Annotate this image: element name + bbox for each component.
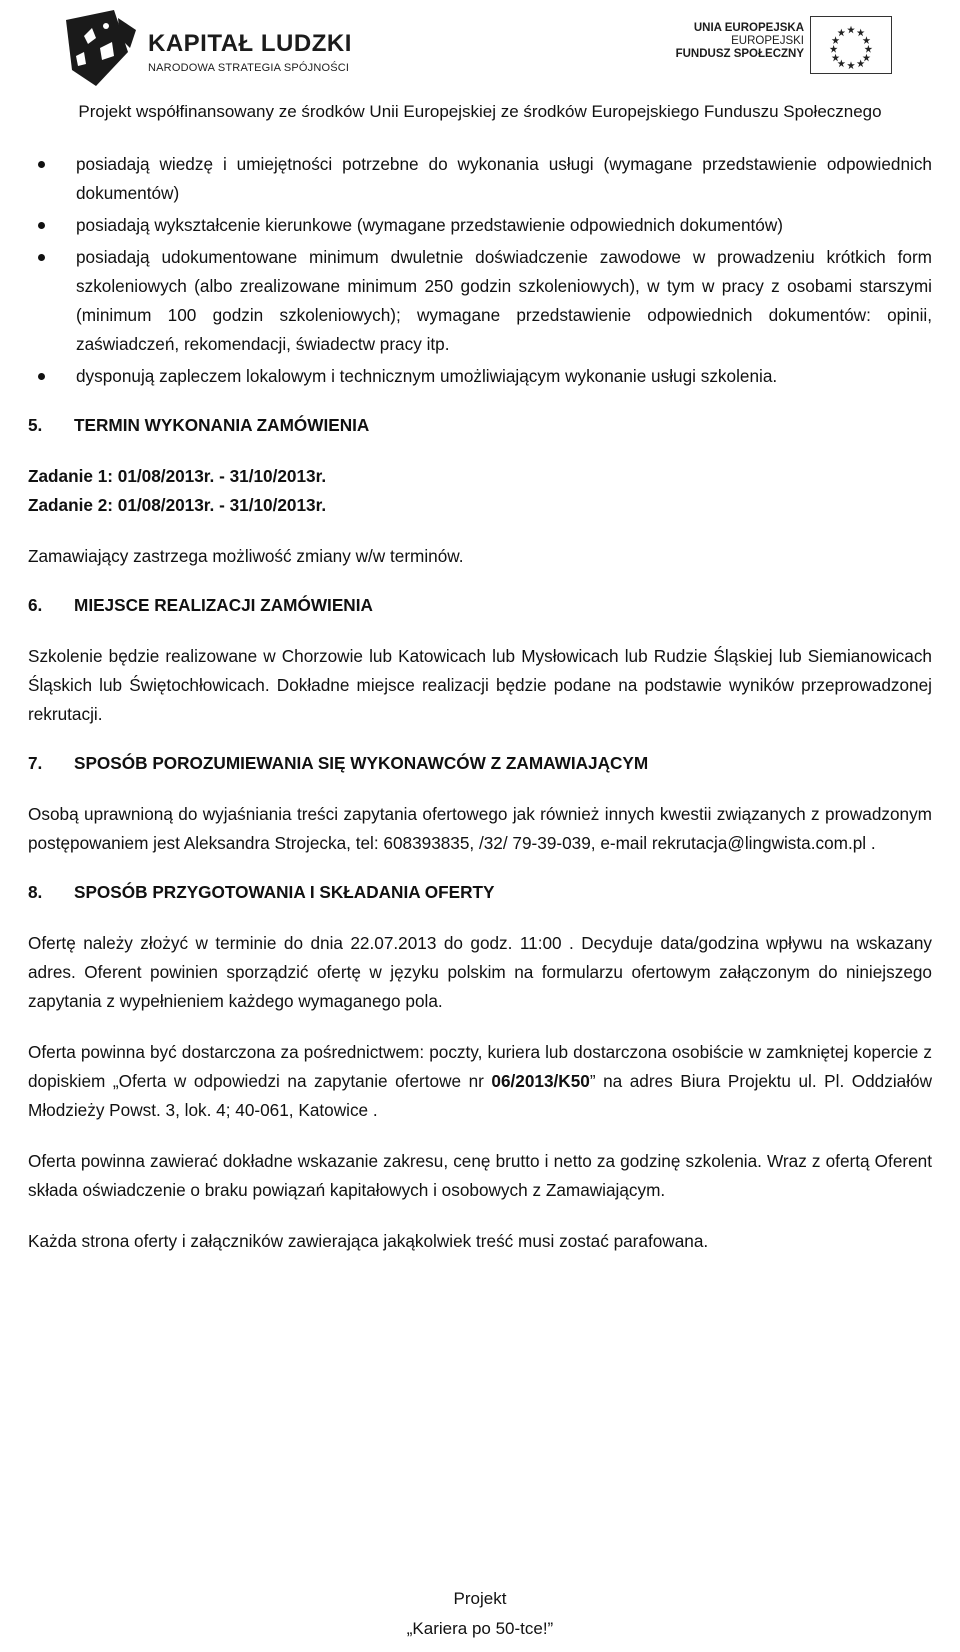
eu-logo-line2: EUROPEJSKI [731,35,804,47]
paragraph-text: Oferta powinna być dostarczona za pośrednictwem: poczty, kuriera lub dostarczona osobiście w zamkniętej kopercie z dopiskiem „Oferta w odpowiedzi na zapytanie ofertowe nr [28,1042,932,1091]
section-number: 6. [28,595,43,615]
section-heading [28,411,932,440]
section-paragraph [28,1038,932,1125]
bullet-icon [38,373,45,380]
requirements-list [28,150,932,391]
kapital-ludzki-logo [62,8,352,88]
section-title: TERMIN WYKONANIA ZAMÓWIENIA [74,415,370,435]
task-2-dates: Zadanie 2: 01/08/2013r. - 31/10/2013r. [28,495,327,515]
cofinancing-note: Projekt współfinansowany ze środków Unii Europejskiej ze środków Europejskiego Funduszu Społecznego [78,102,882,121]
section-title: MIEJSCE REALIZACJI ZAMÓWIENIA [74,595,373,615]
page-footer [0,1584,960,1644]
list-item-text: posiadają udokumentowane minimum dwuletnie doświadczenie zawodowe w prowadzeniu krótkich form szkoleniowych (albo zrealizowane minimum 250 godzin szkoleniowych), w tym w pracy z osobami starszymi (minimum 100 godzin szkoleniowych); wymagane przedstawienie odpowiednich dokumentów: opinii, zaświadczeń, rekomendacji, świadectw pracy itp. [76,247,932,354]
section-number: 8. [28,882,43,902]
section-number: 5. [28,415,43,435]
eu-flag-icon [810,16,892,74]
list-item [28,362,932,391]
eu-logo-text [676,22,804,61]
section-title: SPOSÓB POROZUMIEWANIA SIĘ WYKONAWCÓW Z ZAMAWIAJĄCYM [74,753,649,773]
eu-logo [672,16,900,78]
section-heading [28,878,932,907]
list-item [28,211,932,240]
section-paragraph: Ofertę należy złożyć w terminie do dnia 22.07.2013 do godz. 11:00 . Decyduje data/godzina wpływu na wskazany adres. Oferent powinien sporządzić ofertę w języku polskim na formularzu ofertowym załączonym do niniejszego zapytania z wypełnieniem każdego wymaganego pola. [28,933,932,1011]
section-paragraph: Osobą uprawnioną do wyjaśniania treści zapytania ofertowego jak również innych kwestii związanych z prowadzonym postępowaniem jest Aleksandra Strojecka, tel: 608393835, /32/ 79-39-039, e-mail rekrutacja@lingwista.com.pl . [28,804,932,853]
list-item-text: dysponują zapleczem lokalowym i technicznym umożliwiającym wykonanie usługi szkolenia. [76,366,778,386]
bullet-icon [38,222,45,229]
eu-logo-line1: UNIA EUROPEJSKA [693,22,804,34]
kapital-ludzki-subtitle: NARODOWA STRATEGIA SPÓJNOŚCI [148,62,350,74]
paragraph-text: ” na adres Biura Projektu ul. Pl. Oddziałów Młodzieży Powst. 3, lok. 4; 40-061, Katowice . [28,1071,932,1120]
terms-note: Zamawiający zastrzega możliwość zmiany w/w terminów. [28,546,464,566]
section-heading [28,749,932,778]
kapital-ludzki-title: KAPITAŁ LUDZKI [148,30,352,57]
list-item-text: posiadają wykształcenie kierunkowe (wymagane przedstawienie odpowiednich dokumentów) [76,215,783,235]
task-1-dates: Zadanie 1: 01/08/2013r. - 31/10/2013r. [28,466,327,486]
bullet-icon [38,254,45,261]
list-item [28,150,932,208]
section-paragraph: Oferta powinna zawierać dokładne wskazanie zakresu, cenę brutto i netto za godzinę szkolenia. Wraz z ofertą Oferent składa oświadczenie o braku powiązań kapitałowych i osobowych z Zamawiającym. [28,1151,932,1200]
kapital-ludzki-logo-mark [62,8,140,88]
page-header [0,0,960,100]
list-item [28,243,932,359]
section-title: SPOSÓB PRZYGOTOWANIA I SKŁADANIA OFERTY [74,882,495,902]
footer-line-2: „Kariera po 50-tce!” [406,1619,554,1638]
offer-number: 06/2013/K50 [491,1071,590,1091]
section-paragraph: Każda strona oferty i załączników zawierająca jakąkolwiek treść musi zostać parafowana. [28,1231,709,1251]
section-paragraph: Szkolenie będzie realizowane w Chorzowie lub Katowicach lub Mysłowicach lub Rudzie Śląskiej lub Siemianowicach Śląskich lub Świętochłowicach. Dokładne miejsce realizacji będzie podane na podstawie wyników przeprowadzonej rekrutacji. [28,646,932,724]
footer-line-1: Projekt [453,1589,507,1608]
list-item-text: posiadają wiedzę i umiejętności potrzebne do wykonania usługi (wymagane przedstawienie odpowiednich dokumentów) [76,154,932,203]
document-body [28,150,932,1256]
bullet-icon [38,161,45,168]
eu-logo-line3: FUNDUSZ SPOŁECZNY [675,48,804,60]
section-heading [28,591,932,620]
section-number: 7. [28,753,43,773]
